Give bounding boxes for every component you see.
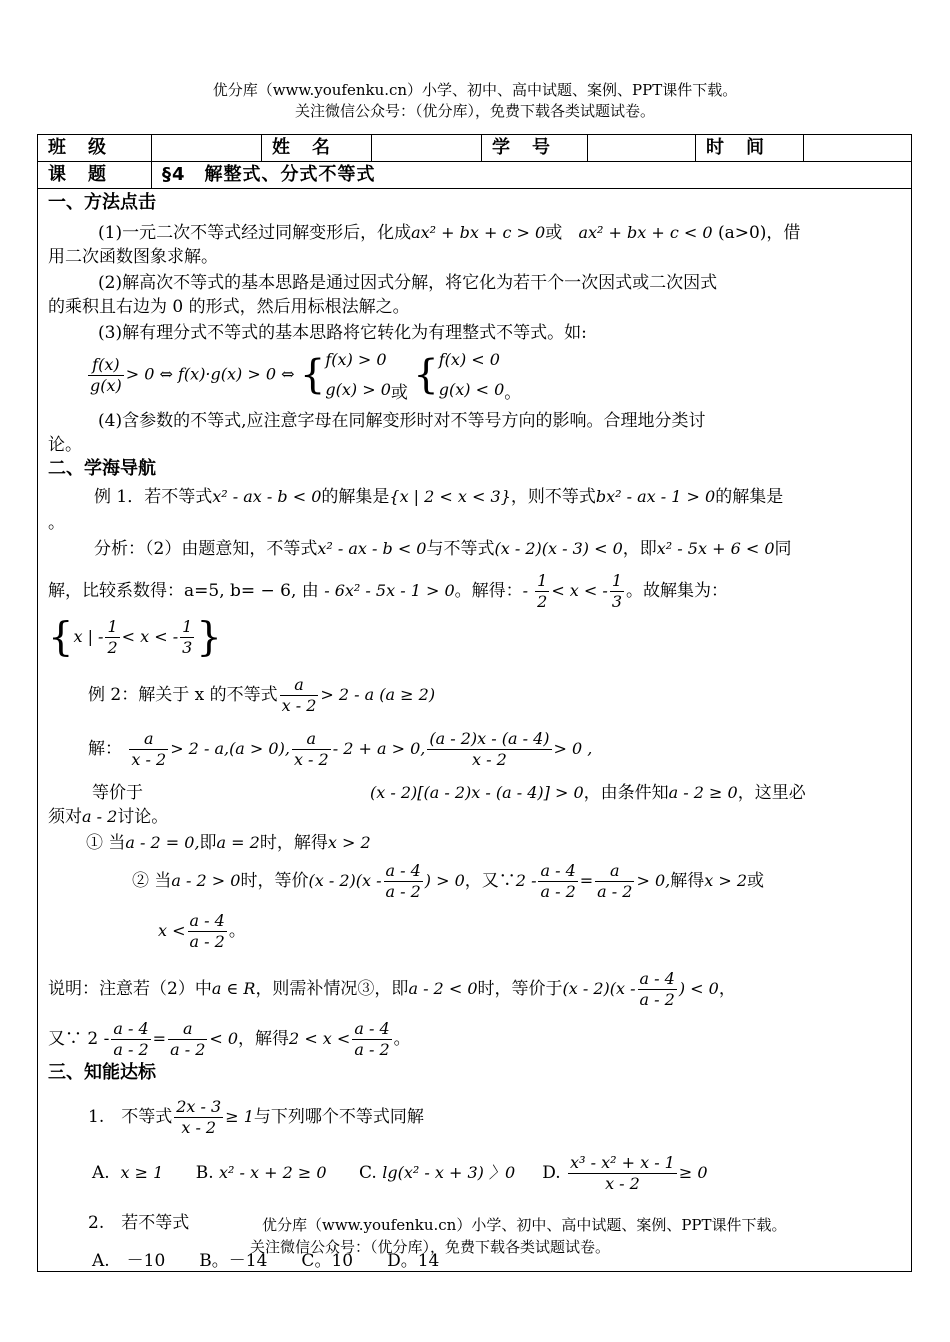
example-2: 例 2：解关于 x 的不等式 $\frac{a}{x - 2}$ > 2 - a (a ≥ 2) bbox=[88, 675, 436, 715]
section-2-title: 二、学海导航 bbox=[48, 458, 156, 479]
section-1-title: 一、方法点击 bbox=[48, 192, 156, 213]
name-field[interactable] bbox=[372, 135, 482, 161]
para-2: (2)解高次不等式的基本思路是通过因式分解，将它化为若干个一次因式或二次因式 bbox=[98, 273, 718, 293]
para-4: (4)含参数的不等式,应注意字母在同解变形时对不等号方向的影响。合理地分类讨 bbox=[98, 411, 706, 431]
solution-2: 解： $\frac{a}{x - 2}$ > 2 - a,(a > 0), $\frac{a}{x - 2}$ - 2 + a > 0, $\frac{(a - 2)x - (a - 4)}{x - 2}$ > 0 , bbox=[88, 729, 593, 769]
question-2-options: A. －10 B。－14 C。10 D。14 bbox=[92, 1251, 440, 1271]
question-2: 2. 若不等式 bbox=[88, 1213, 190, 1233]
case-2-cont: x < $\frac{a - 4}{a - 2}$ 。 bbox=[158, 911, 246, 951]
analysis-1: 分析：（2）由题意知，不等式x² - ax - b < 0与不等式(x - 2)(x - 3) < 0，即x² - 5x + 6 < 0同 bbox=[94, 539, 792, 559]
option-d-label[interactable]: D. bbox=[542, 1163, 561, 1183]
equivalence-line-2: 须对a - 2讨论。 bbox=[48, 807, 169, 827]
watermark-overlay-2: 关注微信公众号：（优分库），免费下载各类试题试卷。 bbox=[250, 1238, 611, 1256]
time-label: 时 间 bbox=[696, 135, 804, 161]
option-a-label[interactable]: A. bbox=[92, 1163, 110, 1183]
example-1-end: 。 bbox=[48, 513, 65, 533]
case-1: ① 当a - 2 = 0,即a = 2时，解得x > 2 bbox=[86, 833, 371, 853]
class-label: 班 级 bbox=[38, 135, 152, 161]
example-1: 例 1．若不等式x² - ax - b < 0的解集是{x | 2 < x < 3}，则不等式bx² - ax - 1 > 0的解集是 bbox=[94, 487, 784, 507]
id-label: 学 号 bbox=[482, 135, 588, 161]
fraction-equivalence: $\frac{f(x)}{g(x)}$ > 0 ⇔ f(x)·g(x) > 0 ⇔ { f(x) > 0 g(x) > 0 或 { f(x) < 0 g(x) < 0 。 bbox=[90, 350, 522, 403]
topic-title: §4 解整式、分式不等式 bbox=[162, 164, 376, 185]
note-2: 又∵ 2 - $\frac{a - 4}{a - 2}$ = $\frac{a}{a - 2}$ < 0，解得2 < x < $\frac{a - 4}{a - 2}$ 。 bbox=[48, 1019, 411, 1059]
topic-row bbox=[38, 162, 911, 189]
section-3-title: 三、知能达标 bbox=[48, 1062, 156, 1083]
analysis-2: 解，比较系数得：a=5, b= − 6, 由 - 6x² - 5x - 1 > 0。解得：- $\frac{1}{2}$ < x < - $\frac{1}{3}$ 。故解集为： bbox=[48, 571, 728, 611]
para-1b: 用二次函数图象求解。 bbox=[48, 247, 218, 267]
time-field[interactable] bbox=[804, 135, 911, 161]
equivalence-line: 等价于 bbox=[92, 783, 143, 803]
watermark-overlay-1: 优分库（www.youfenku.cn）小学、初中、高中试题、案例、PPT课件下载。 bbox=[262, 1216, 787, 1234]
topic-label: 课 题 bbox=[38, 162, 152, 188]
class-field[interactable] bbox=[152, 135, 262, 161]
para-4b: 论。 bbox=[48, 435, 82, 455]
para-1: (1)一元二次不等式经过同解变形后，化成ax² + bx + c > 0或 ax² + bx + c < 0 (a>0)，借 bbox=[98, 223, 801, 243]
para-2b: 的乘积且右边为 0 的形式，然后用标根法解之。 bbox=[48, 297, 410, 317]
equivalence-expression: (x - 2)[(a - 2)x - (a - 4)] > 0，由条件知a - 2 ≥ 0，这里必 bbox=[370, 783, 806, 803]
worksheet-frame bbox=[37, 134, 912, 1272]
name-label: 姓 名 bbox=[262, 135, 372, 161]
case-2: ② 当a - 2 > 0时，等价(x - 2)(x - $\frac{a - 4}{a - 2}$ ) > 0，又∵2 - $\frac{a - 4}{a - 2}$ = $\frac{a}{a - 2}$ > 0,解得x > 2或 bbox=[132, 861, 765, 901]
note-1: 说明：注意若（2）中a ∈ R，则需补情况③，即a - 2 < 0时，等价于(x - 2)(x - $\frac{a - 4}{a - 2}$ ) < 0， bbox=[48, 969, 736, 1009]
solution-set-1: {x | - $\frac{1}{2}$ < x < - $\frac{1}{3}$ } bbox=[48, 614, 222, 661]
option-c-label[interactable]: C. bbox=[359, 1163, 377, 1183]
header-row bbox=[38, 135, 911, 162]
question-1: 1. 不等式 $\frac{2x - 3}{x - 2}$ ≥ 1与下列哪个不等式同解 bbox=[88, 1097, 424, 1137]
banner-line-1: 优分库（www.youfenku.cn）小学、初中、高中试题、案例、PPT课件下载。 bbox=[212, 81, 738, 99]
banner-line-2: 关注微信公众号：（优分库），免费下载各类试题试卷。 bbox=[294, 102, 655, 120]
question-1-options: A. x ≥ 1 B. x² - x + 2 ≥ 0 C. lg(x² - x + 3) 〉0 D. $\frac{\text{x³ - x² + x - 1}}{x - 2}$ ≥ 0 bbox=[92, 1153, 708, 1193]
option-b-label[interactable]: B. bbox=[195, 1163, 214, 1183]
id-field[interactable] bbox=[588, 135, 696, 161]
para-3: (3)解有理分式不等式的基本思路将它转化为有理整式不等式。如: bbox=[98, 323, 587, 343]
